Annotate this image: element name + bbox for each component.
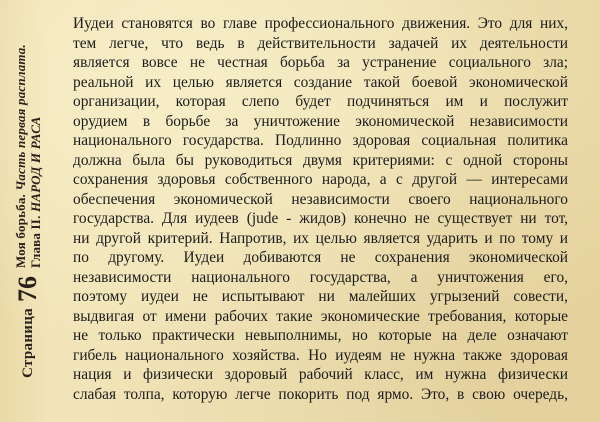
text-line: является вовсе не честная борьба за устранение социального зла; <box>73 54 568 71</box>
text-line: Иудеи становятся во главе профессионального движения. Это для них, <box>73 15 568 32</box>
chapter-title: НАРОД И РАСА <box>28 116 43 213</box>
chapter-line <box>28 44 43 268</box>
side-header <box>0 0 56 422</box>
text-line: организации, которая слепо будет подчиняться им и послужит <box>73 93 568 110</box>
side-header-rotated <box>0 11 56 411</box>
chapter-number: Глава II. <box>28 215 43 269</box>
book-part-line <box>13 44 28 268</box>
text-line: по другому. Иудеи добиваются не сохранения экономической <box>73 249 568 266</box>
text-line: реальной их целью является создание такой боевой экономической <box>73 73 568 91</box>
chapter-info <box>13 44 43 268</box>
text-line: гибель национального хозяйства. Но иудеям не нужна также здоровая <box>73 346 568 364</box>
body-text <box>73 14 568 404</box>
text-line: сохранения здоровья собственного народа, а с другой — интересами <box>73 171 568 188</box>
text-line: выдвигая от имени рабочих такие экономические требования, которые <box>73 307 568 325</box>
text-line: поэтому иудеи не испытывают ни малейших угрызений совести, <box>73 288 568 305</box>
text-line: тем легче, что ведь в действительности задачей их деятельности <box>73 34 568 52</box>
text-line: ни другой критерий. Напротив, их целью является ударить и по тому и <box>73 229 568 247</box>
part-title: Часть первая расплата. <box>13 44 28 191</box>
page-label: Страница <box>19 308 36 378</box>
text-line: национального государства. Подлинно здоровая социальная политика <box>73 132 568 149</box>
text-line: обеспечения экономической независимости своего национального <box>73 190 568 208</box>
text-line: орудием в борьбе за уничтожение экономической независимости <box>73 112 568 130</box>
text-line: государства. Для иудеев (jude - жидов) конечно не существует ни тот, <box>73 210 568 227</box>
text-line: нация и физически здоровый рабочий класс, им нужна физически <box>73 366 568 383</box>
book-title: Моя борьба. <box>13 193 28 269</box>
text-line: слабая толпа, которую легче покорить под ярмо. Это, в свою очередь, <box>73 385 568 403</box>
text-line: не только практически невыполнимы, но которые на деле означают <box>73 327 568 344</box>
page-number: 76 <box>13 276 42 303</box>
text-line: независимости национального государства, а уничтожения его, <box>73 268 568 286</box>
text-line: должна была бы руководиться двумя критериями: с одной стороны <box>73 151 568 169</box>
